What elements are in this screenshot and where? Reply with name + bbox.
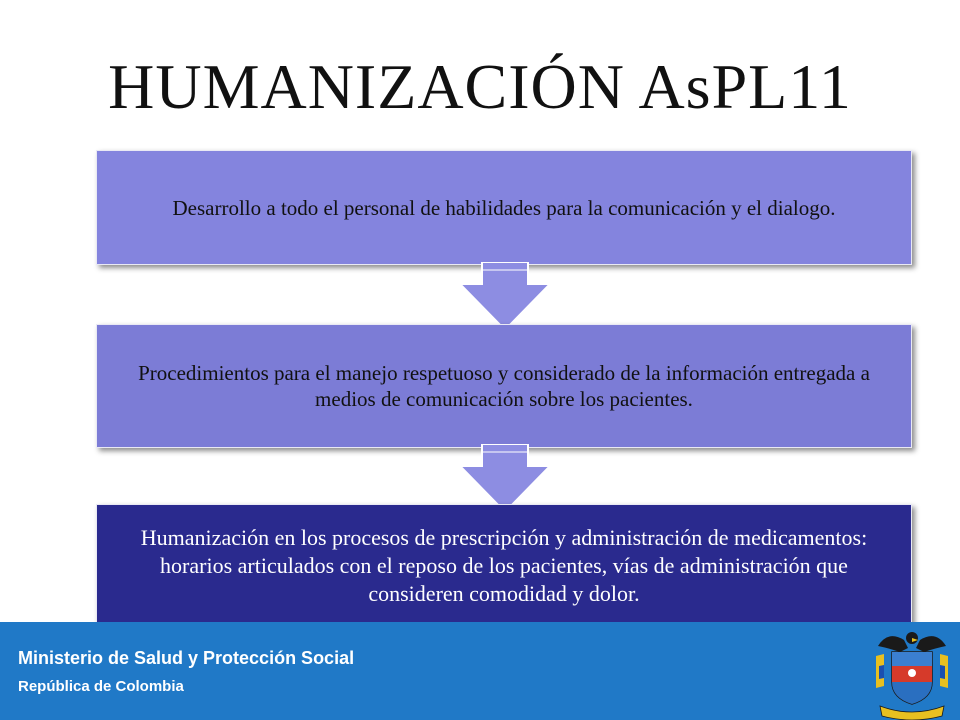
footer-country: República de Colombia bbox=[18, 678, 184, 695]
step-text-1: Desarrollo a todo el personal de habilidades para la comunicación y el dialogo. bbox=[172, 195, 836, 220]
footer-ministry: Ministerio de Salud y Protección Social bbox=[18, 648, 355, 668]
slide-title: HUMANIZACIÓN AsPL11 bbox=[108, 51, 852, 122]
step-box-3 bbox=[96, 504, 912, 628]
step-box-2 bbox=[96, 324, 912, 448]
step-box-1 bbox=[96, 150, 912, 265]
colombia-coat-of-arms-icon bbox=[870, 626, 954, 720]
step-text-3: Humanización en los procesos de prescripción y administración de medicamentos: horarios articulados con el reposo de los pacientes, vías de administración que consideren comodidad y dolor. bbox=[140, 525, 868, 606]
footer-bar bbox=[0, 622, 960, 720]
step-text-2: Procedimientos para el manejo respetuoso y considerado de la información entregada a medios de comunicación sobre los pacientes. bbox=[138, 361, 870, 411]
down-arrow-icon-1 bbox=[456, 262, 554, 332]
